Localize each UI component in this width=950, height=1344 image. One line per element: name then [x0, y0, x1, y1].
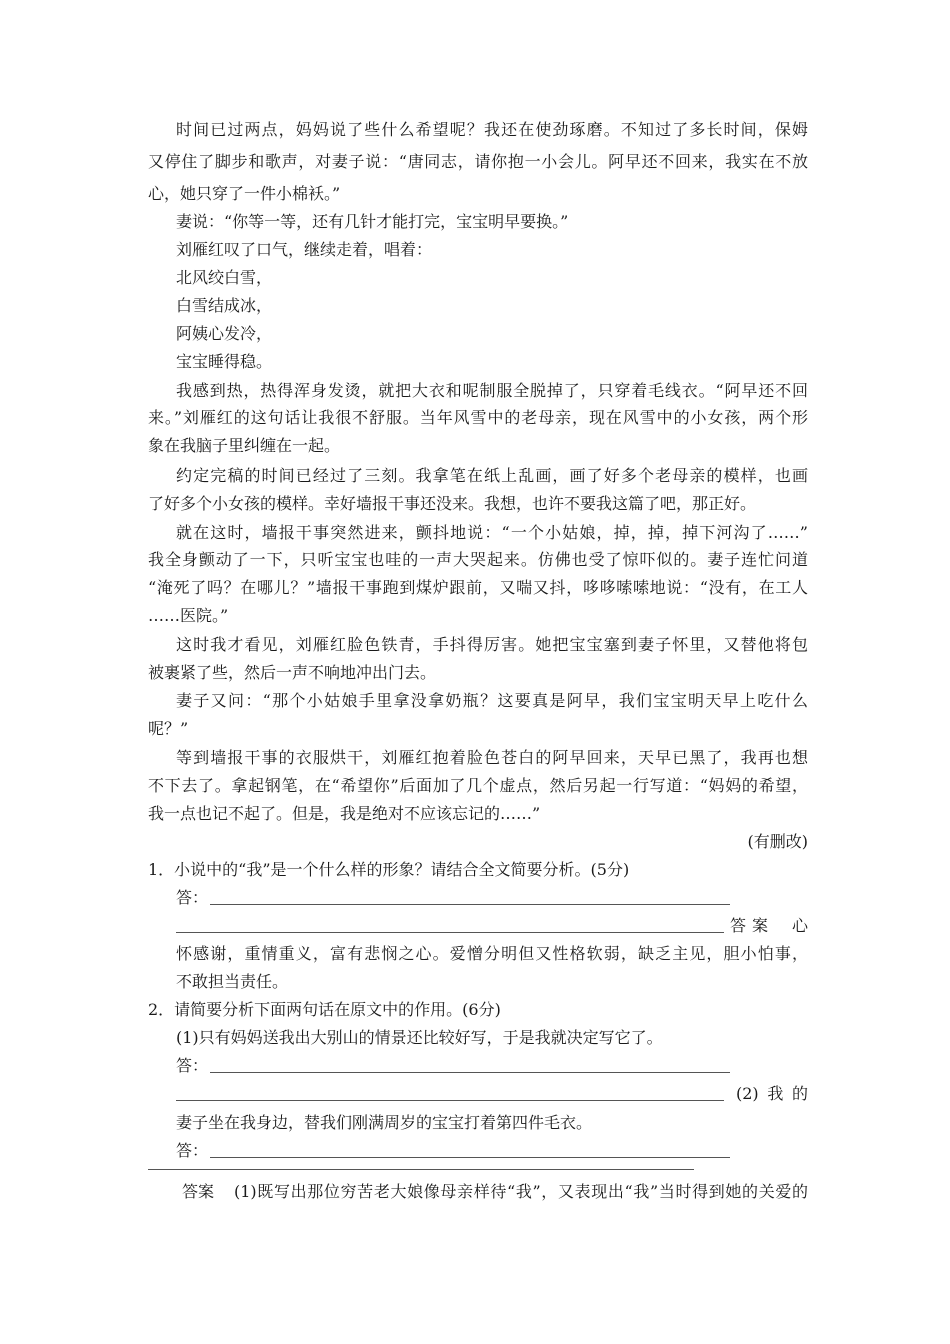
paragraph-line: 时间已过两点，妈妈说了些什么希望呢？我还在使劲琢磨。不知过了多长时间，保姆 [176, 120, 808, 139]
paragraph-line: 刘雁红叹了口气，继续走着，唱着： [176, 240, 433, 259]
paragraph-line: 又停住了脚步和歌声，对妻子说：“唐同志，请你抱一小会儿。阿早还不回来，我实在不放 [148, 152, 808, 171]
paragraph-line: 我感到热，热得浑身发烫，就把大衣和呢制服全脱掉了，只穿着毛线衣。“阿早还不回 [176, 381, 808, 400]
paragraph-line: “淹死了吗？在哪儿？”墙报干事跑到煤炉跟前，又喘又抖，哆哆嗦嗦地说：“没有，在工人 [148, 578, 808, 597]
paragraph-line: 等到墙报干事的衣服烘干，刘雁红抱着脸色苍白的阿早回来，天早已黑了，我再也想 [176, 748, 808, 767]
sentence-1: (1)只有妈妈送我出大别山的情景还比较好写，于是我就决定写它了。 [176, 1028, 663, 1047]
paragraph-line: 来。”刘雁红的这句话让我很不舒服。当年风雪中的老母亲，现在风雪中的小女孩，两个形 [148, 408, 808, 427]
answer-key-text: (1)既写出那位穷苦老大娘像母亲样待“我”，又表现出“我”当时得到她的关爱的 [234, 1182, 808, 1201]
paragraph-line: 呢？” [148, 719, 189, 738]
sentence-2: 妻子坐在我身边，替我们刚满周岁的宝宝打着第四件毛衣。 [176, 1113, 593, 1132]
answer-blank-line[interactable] [210, 1072, 730, 1073]
answer-key-inline [730, 916, 808, 936]
answer-key-text: 心 [791, 916, 808, 935]
answer-blank-line[interactable] [176, 932, 724, 933]
answer-key-text: 怀感谢，重情重义，富有悲悯之心。爱憎分明但又性格软弱，缺乏主见，胆小怕事， [176, 944, 808, 963]
paragraph-line: 妻说：“你等一等，还有几针才能打完，宝宝明早要换。” [176, 212, 569, 231]
sentence-2-head: (2)我的 [736, 1084, 808, 1103]
paragraph-line: 就在这时，墙报干事突然进来，颤抖地说：“一个小姑娘，掉，掉，掉下河沟了……” [176, 523, 808, 542]
answer-key-row [182, 1182, 808, 1202]
answer-row [176, 1141, 808, 1161]
source-note: (有删改) [747, 832, 808, 851]
poem-line: 白雪结成冰， [176, 296, 273, 315]
answer-label: 答： [176, 1056, 209, 1075]
answer-row [176, 888, 808, 908]
answer-blank-line[interactable] [210, 1157, 730, 1158]
paragraph-line: 了好多个小女孩的模样。幸好墙报干事还没来。我想，也许不要我这篇了吧，那正好。 [148, 494, 757, 513]
paragraph-line: 约定完稿的时间已经过了三刻。我拿笔在纸上乱画，画了好多个老母亲的模样，也画 [176, 466, 808, 485]
answer-key-label: 答案 [730, 916, 775, 935]
poem-line: 北风绞白雪， [176, 268, 273, 287]
answer-key-label: 答案 [182, 1182, 215, 1201]
question-text: 1．小说中的“我”是一个什么样的形象？请结合全文简要分析。(5分) [148, 860, 630, 879]
paragraph-line: 不下去了。拿起钢笔，在“希望你”后面加了几个虚点，然后另起一行写道：“妈妈的希望， [148, 776, 808, 795]
paragraph-line: 这时我才看见，刘雁红脸色铁青，手抖得厉害。她把宝宝塞到妻子怀里，又替他将包 [176, 635, 808, 654]
paragraph-line: 妻子又问：“那个小姑娘手里拿没拿奶瓶？这要真是阿早，我们宝宝明天早上吃什么 [176, 691, 808, 710]
paragraph-line: 我一点也记不起了。但是，我是绝对不应该忘记的……” [148, 804, 541, 823]
poem-line: 阿姨心发冷， [176, 324, 273, 343]
answer-key-text: 不敢担当责任。 [176, 972, 289, 991]
answer-row [176, 1056, 808, 1076]
answer-blank-line[interactable] [176, 1100, 724, 1101]
paragraph-line: ……医院。” [148, 606, 229, 625]
answer-label: 答： [176, 1141, 209, 1160]
question-text: 2．请简要分析下面两句话在原文中的作用。(6分) [148, 1000, 501, 1019]
paragraph-line: 我全身颤动了一下，只听宝宝也哇的一声大哭起来。仿佛也受了惊吓似的。妻子连忙问道 [148, 550, 808, 569]
paragraph-line: 被裹紧了些，然后一声不响地冲出门去。 [148, 663, 437, 682]
paragraph-line: 心，她只穿了一件小棉袄。” [148, 184, 341, 203]
answer-blank-line[interactable] [148, 1169, 694, 1170]
poem-line: 宝宝睡得稳。 [176, 352, 273, 371]
paragraph-line: 象在我脑子里纠缠在一起。 [148, 436, 341, 455]
answer-blank-line[interactable] [210, 904, 730, 905]
answer-label: 答： [176, 888, 209, 907]
